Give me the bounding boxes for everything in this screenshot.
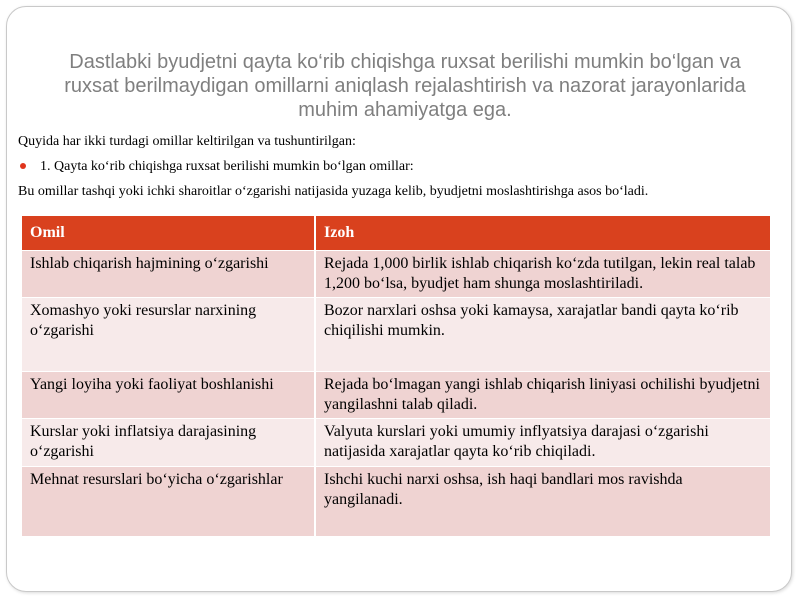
table-row (22, 466, 771, 536)
bullet-item (18, 158, 414, 175)
column-header-note: Izoh (315, 216, 771, 250)
factors-table (22, 216, 772, 536)
note-cell: Rejada bo‘lmagan yangi ishlab chiqarish liniyasi ochilishi byudjetni yangilashni talab qiladi. (315, 371, 771, 418)
note-cell: Rejada 1,000 birlik ishlab chiqarish ko‘zda tutilgan, lekin real talab 1,200 bo‘lsa, byudjet ham shunga moslashtiriladi. (315, 250, 771, 297)
table-row (22, 297, 771, 371)
table-row (22, 371, 771, 418)
slide-title: Dastlabki byudjetni qayta ko‘rib chiqishga ruxsat berilishi mumkin bo‘lgan va ruxsat berilmaydigan omillarni aniqlash rejalashtirish va nazorat jarayonlarida muhim ahamiyatga ega. (64, 51, 746, 121)
factor-cell: Mehnat resurslari bo‘yicha o‘zgarishlar (22, 466, 315, 536)
factor-cell: Kurslar yoki inflatsiya darajasining o‘zgarishi (22, 418, 315, 466)
factor-cell: Xomashyo yoki resurslar narxining o‘zgarishi (22, 297, 315, 371)
note-cell: Bozor narxlari oshsa yoki kamaysa, xarajatlar bandi qayta ko‘rib chiqilishi mumkin. (315, 297, 771, 371)
intro-text: Quyida har ikki turdagi omillar keltirilgan va tushuntirilgan: (18, 134, 356, 149)
bullet-dot-icon (20, 163, 26, 169)
table-header-row (22, 216, 771, 250)
table-row (22, 418, 771, 466)
column-header-factor: Omil (22, 216, 315, 250)
factor-cell: Ishlab chiqarish hajmining o‘zgarishi (22, 250, 315, 297)
note-cell: Valyuta kurslari yoki umumiy inflyatsiya darajasi o‘zgarishi natijasida xarajatlar qayta ko‘rib chiqiladi. (315, 418, 771, 466)
factor-cell: Yangi loyiha yoki faoliyat boshlanishi (22, 371, 315, 418)
description-text: Bu omillar tashqi yoki ichki sharoitlar o‘zgarishi natijasida yuzaga kelib, byudjetni moslashtirishga asos bo‘ladi. (18, 184, 649, 199)
note-cell: Ishchi kuchi narxi oshsa, ish haqi bandlari mos ravishda yangilanadi. (315, 466, 771, 536)
bullet-text: 1. Qayta ko‘rib chiqishga ruxsat berilishi mumkin bo‘lgan omillar: (40, 159, 414, 174)
table-row (22, 250, 771, 297)
